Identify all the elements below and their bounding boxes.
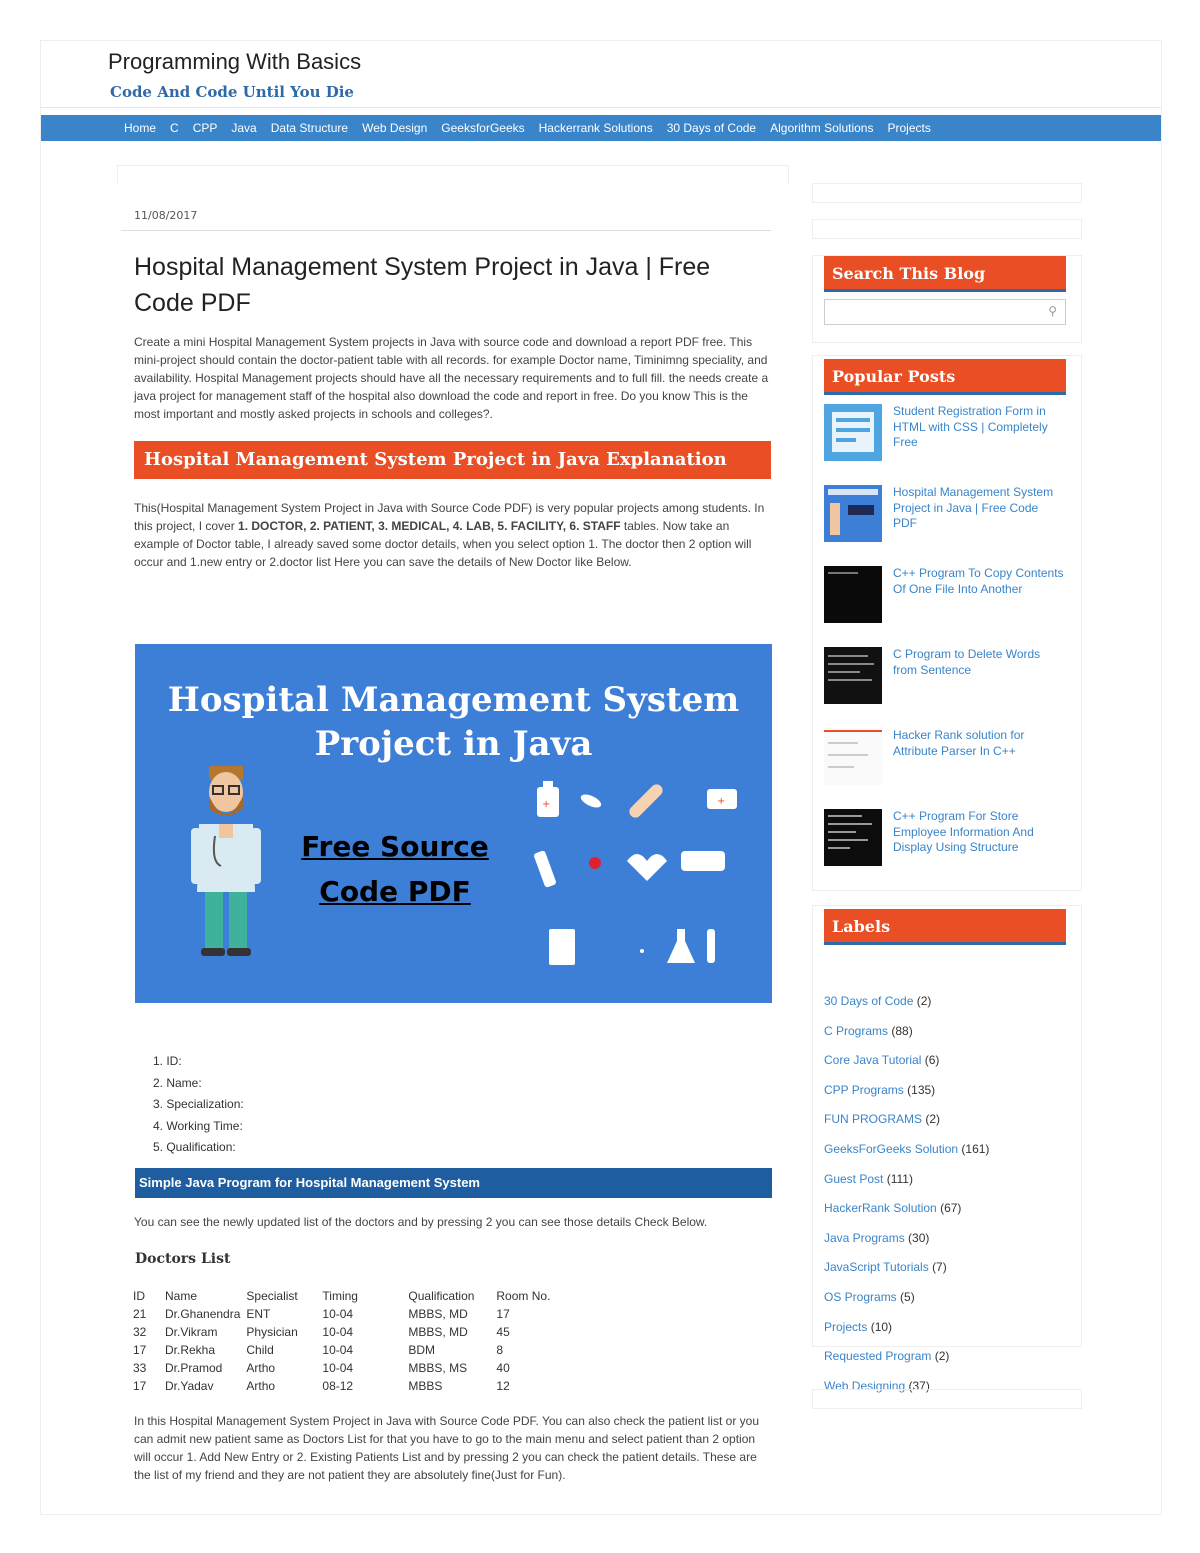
table-header: ID	[133, 1289, 145, 1303]
table-cell: MBBS, MD	[408, 1325, 468, 1339]
label-item[interactable]	[824, 1198, 989, 1228]
banner-free-line: Code PDF	[319, 875, 471, 908]
label-link[interactable]: C Programs	[824, 1023, 889, 1038]
svg-text:+: +	[542, 799, 551, 810]
medical-icons	[527, 779, 747, 974]
nav-item-home[interactable]: Home	[124, 121, 157, 135]
post-intro: Create a mini Hospital Management System projects in Java with source code and download a report PDF free. This mini-project should contain the doctor-patient table with all records. for example Doctor name, Timinimng speciality, and availability. Hospital Management projects should have all the necessary requirements and to full fill. the needs create a java project for management staff of the hospital also download the code and report in free. Do you know This is the most important and mostly asked projects in schools and colleges?.	[134, 335, 769, 421]
nav-item-c[interactable]: C	[170, 121, 179, 135]
label-link[interactable]: Java Programs	[824, 1230, 905, 1245]
nav-item-hackerrank[interactable]: Hackerrank Solutions	[538, 121, 653, 135]
table-cell: Dr.Ghanendra	[165, 1307, 241, 1321]
label-link[interactable]: GeeksForGeeks Solution	[824, 1141, 959, 1156]
table-cell: 10-04	[322, 1307, 354, 1321]
table-row	[133, 1323, 556, 1341]
project-banner-image	[135, 644, 772, 1003]
nav-item-web-design[interactable]: Web Design	[362, 121, 428, 135]
popular-posts-title: Popular Posts	[824, 359, 1066, 395]
page	[40, 40, 1162, 1515]
nav-item-algorithm[interactable]: Algorithm Solutions	[770, 121, 874, 135]
explanation-tables: 1. DOCTOR, 2. PATIENT, 3. MEDICAL, 4. LAB, 5. FACILITY, 6. STAFF	[238, 519, 621, 533]
search-widget-title: Search This Blog	[824, 256, 1066, 292]
post-thumbnail[interactable]	[824, 404, 882, 461]
label-item[interactable]	[824, 1346, 989, 1376]
explanation-text-end: tables. Now take an example of Doctor table, I already saved some doctor details, when you select option 1. The doctor then 2 option will occur and 1.new entry or 2.doctor list Here you can save the details of New Doctor like Below.	[134, 519, 752, 569]
list-item: 5. Qualification:	[153, 1140, 236, 1155]
post-thumbnail[interactable]	[824, 647, 882, 704]
label-link[interactable]: Guest Post	[824, 1171, 884, 1186]
label-link[interactable]: Core Java Tutorial	[824, 1053, 922, 1068]
table-cell: Physician	[246, 1325, 298, 1339]
post-explanation	[134, 499, 771, 571]
table-cell: Dr.Vikram	[165, 1325, 218, 1339]
popular-post-link[interactable]: Hospital Management System Project in Java | Free Code PDF	[893, 485, 1054, 530]
table-cell: BDM	[408, 1343, 436, 1357]
table-cell: Child	[246, 1343, 274, 1357]
search-icon[interactable]: ⚲	[1048, 304, 1057, 318]
popular-post-link[interactable]: C Program to Delete Words from Sentence	[893, 647, 1041, 677]
table-header-row	[133, 1287, 556, 1305]
label-link[interactable]: Projects	[824, 1319, 868, 1334]
banner-title-line: Project in Java	[314, 724, 593, 764]
site-subtitle: Code And Code Until You Die	[110, 83, 354, 101]
table-header: Specialist	[246, 1289, 298, 1303]
list-item: 3. Specialization:	[153, 1097, 244, 1112]
label-link[interactable]: JavaScript Tutorials	[824, 1260, 929, 1275]
nav-item-java[interactable]: Java	[231, 121, 257, 135]
list-item: 1. ID:	[153, 1054, 182, 1068]
table-cell: 10-04	[322, 1325, 354, 1339]
table-header: Timing	[322, 1289, 358, 1303]
table-cell: 10-04	[322, 1343, 354, 1357]
main-nav	[41, 115, 1161, 141]
label-item[interactable]	[824, 1139, 989, 1169]
label-count: (6)	[924, 1053, 940, 1068]
doctors-table	[133, 1287, 556, 1395]
nav-item-data-structure[interactable]: Data Structure	[270, 121, 349, 135]
list-item: 4. Working Time:	[153, 1118, 243, 1133]
table-header: Qualification	[408, 1289, 475, 1303]
label-link[interactable]: Web Designing	[824, 1378, 906, 1393]
table-cell: 40	[496, 1361, 510, 1375]
post-thumbnail[interactable]	[824, 566, 882, 623]
label-count: (5)	[900, 1289, 915, 1304]
banner-title	[135, 678, 772, 766]
label-link[interactable]: 30 Days of Code	[824, 994, 914, 1008]
sidebar-box	[812, 1389, 1082, 1409]
table-header: Name	[165, 1289, 198, 1303]
post-thumbnail[interactable]	[824, 728, 882, 785]
table-cell: MBBS, MS	[408, 1361, 468, 1375]
label-count: (2)	[916, 994, 932, 1008]
table-cell: 17	[133, 1379, 147, 1393]
program-heading: Simple Java Program for Hospital Management System	[135, 1168, 772, 1198]
sidebar-box	[812, 183, 1082, 203]
table-cell: Dr.Pramod	[165, 1361, 223, 1375]
table-row	[133, 1341, 556, 1359]
sidebar-box	[812, 219, 1082, 239]
table-cell: 45	[496, 1325, 510, 1339]
label-count: (161)	[961, 1141, 990, 1156]
popular-post-link[interactable]: Hacker Rank solution for Attribute Parser In C++	[893, 728, 1025, 758]
table-cell: 32	[133, 1325, 147, 1339]
nav-item-geeksforgeeks[interactable]: GeeksforGeeks	[441, 121, 525, 135]
post-thumbnail[interactable]	[824, 485, 882, 542]
table-cell: ENT	[246, 1307, 271, 1321]
popular-post-link[interactable]: C++ Program For Store Employee Information And Display Using Structure	[893, 809, 1034, 854]
label-item[interactable]	[824, 1287, 989, 1317]
label-item[interactable]	[824, 1169, 989, 1199]
table-cell: Artho	[246, 1379, 276, 1393]
doctor-illustration	[185, 762, 265, 962]
label-item[interactable]	[824, 991, 989, 1021]
post-title: Hospital Management System Project in Java | Free Code PDF	[134, 253, 711, 317]
search-input[interactable]	[824, 299, 1066, 325]
label-item[interactable]	[824, 1080, 989, 1110]
content-top-box	[117, 165, 789, 184]
table-cell: 12	[496, 1379, 510, 1393]
table-cell: 21	[133, 1307, 147, 1321]
doctors-list-heading: Doctors List	[135, 1251, 231, 1267]
nav-item-cpp[interactable]: CPP	[192, 121, 218, 135]
label-count: (135)	[907, 1082, 936, 1097]
nav-item-30-days[interactable]: 30 Days of Code	[666, 121, 757, 135]
table-cell: 33	[133, 1361, 147, 1375]
table-cell: Artho	[246, 1361, 276, 1375]
label-count: (7)	[932, 1260, 947, 1275]
label-count: (67)	[940, 1201, 962, 1216]
post	[121, 201, 771, 571]
label-item[interactable]	[824, 1228, 989, 1258]
table-cell: Dr.Rekha	[165, 1343, 216, 1357]
banner-free-line: Free Source	[301, 830, 489, 863]
label-link[interactable]: FUN PROGRAMS	[824, 1112, 923, 1127]
label-count: (2)	[925, 1112, 941, 1127]
table-cell: 08-12	[322, 1379, 354, 1393]
label-link[interactable]: HackerRank Solution	[824, 1201, 937, 1216]
popular-post-link[interactable]: Student Registration Form in HTML with CSS | Completely Free	[893, 404, 1048, 449]
label-count: (2)	[934, 1349, 950, 1364]
post-thumbnail[interactable]	[824, 809, 882, 866]
final-paragraph: In this Hospital Management System Project in Java with Source Code PDF. You can also check the patient list or you can admit new patient same as Doctors List for that you have to go to the main menu and select patient than 2 option will occur 1. Add New Entry or 2. Existing Patients List and by pressing 2 you can check the patient details. These are the list of my friend and they are not patient they are absolutely fine(Just for Fun).	[134, 1414, 759, 1482]
label-count: (10)	[870, 1319, 893, 1334]
table-cell: Dr.Yadav	[165, 1379, 214, 1393]
header-divider	[41, 107, 1161, 108]
table-cell: 10-04	[322, 1361, 354, 1375]
table-row	[133, 1305, 556, 1323]
svg-text:+: +	[717, 796, 726, 807]
label-count: (30)	[908, 1230, 930, 1245]
label-item[interactable]	[824, 1021, 989, 1051]
section-heading: Hospital Management System Project in Java Explanation	[134, 441, 771, 479]
label-item[interactable]	[824, 1109, 989, 1139]
label-link[interactable]: CPP Programs	[824, 1082, 904, 1097]
label-count: (111)	[886, 1171, 913, 1186]
table-cell: MBBS	[408, 1379, 443, 1393]
explanation-text: This(Hospital Management System Project in Java with Source Code PDF) is very popular projects among students. In this project, I cover	[134, 501, 765, 533]
table-row	[133, 1359, 556, 1377]
label-link[interactable]: OS Programs	[824, 1289, 897, 1304]
list-item: 2. Name:	[153, 1075, 202, 1090]
label-count: (37)	[908, 1378, 930, 1393]
post-date: 11/08/2017	[121, 201, 771, 231]
label-item[interactable]	[824, 1257, 989, 1287]
label-item[interactable]	[824, 1317, 989, 1347]
table-cell: 17	[133, 1343, 147, 1357]
table-row	[133, 1377, 556, 1395]
site-title[interactable]: Programming With Basics	[108, 49, 362, 74]
label-count: (88)	[891, 1023, 913, 1038]
banner-title-line: Hospital Management System	[167, 680, 740, 720]
label-link[interactable]: Requested Program	[824, 1349, 932, 1364]
labels-title: Labels	[824, 909, 1066, 945]
table-cell: 8	[496, 1343, 504, 1357]
label-item[interactable]	[824, 1050, 989, 1080]
doctor-fields-list	[153, 1051, 244, 1159]
labels-list	[824, 991, 989, 1405]
table-header: Room No.	[496, 1289, 551, 1303]
table-cell: 17	[496, 1307, 510, 1321]
popular-post-link[interactable]: C++ Program To Copy Contents Of One File Into Another	[893, 566, 1064, 596]
banner-free-text	[285, 824, 505, 914]
table-cell: MBBS, MD	[408, 1307, 468, 1321]
list-note: You can see the newly updated list of the doctors and by pressing 2 you can see those details Check Below.	[134, 1215, 708, 1229]
nav-item-projects[interactable]: Projects	[887, 121, 931, 135]
